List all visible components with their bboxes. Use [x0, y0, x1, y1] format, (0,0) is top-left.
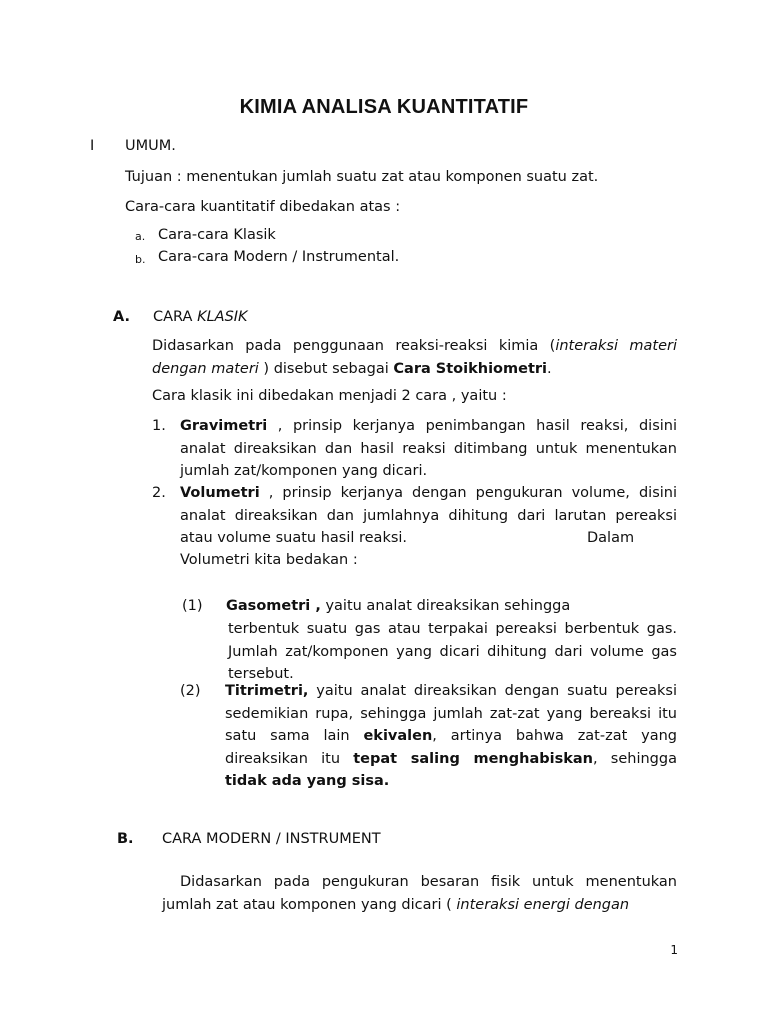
tujuan-line: Tujuan : menentukan jumlah suatu zat atau komponen suatu zat.: [125, 169, 599, 185]
section-a-letter: A.: [113, 309, 130, 325]
sublist-number: (2): [180, 683, 201, 699]
page-number: 1: [670, 943, 678, 957]
document-title: KIMIA ANALISA KUANTITATIF: [239, 96, 529, 118]
section-b-letter: B.: [117, 831, 134, 847]
volumetri-next: Volumetri kita bedakan :: [180, 552, 358, 568]
cara-intro: Cara-cara kuantitatif dibedakan atas :: [125, 199, 401, 215]
section-b-paragraph: Didasarkan pada pengukuran besaran fisik untuk menentukan jumlah zat atau komponen yang dicari ( interaksi energi dengan: [162, 874, 677, 913]
gravimetri-item: Gravimetri , prinsip kerjanya penimbangan hasil reaksi, disini analat direaksikan dan hasil reaksi ditimbang untuk menentukan jumlah zat/komponen yang dicari.: [180, 418, 677, 479]
gasometri-first: Gasometri , yaitu analat direaksikan sehingga: [226, 598, 571, 614]
list-number: 1.: [152, 418, 166, 434]
titrimetri-item: Titrimetri, yaitu analat direaksikan dengan suatu pereaksi sedemikian rupa, sehingga jumlah zat-zat yang bereaksi itu satu sama lain ekivalen, artinya bahwa zat-zat yang direaksikan itu tepat saling menghabiskan, sehingga tidak ada yang sisa.: [225, 683, 677, 789]
list-number: 2.: [152, 485, 166, 501]
list-item: Cara-cara Klasik: [158, 227, 276, 243]
volumetri-item: Volumetri , prinsip kerjanya dengan pengukuran volume, disini analat direaksikan dan jumlahnya dihitung dari larutan pereaksi atau volume suatu hasil reaksi.: [180, 485, 677, 546]
list-item: Cara-cara Modern / Instrumental.: [158, 249, 400, 265]
section-i-heading: UMUM.: [125, 138, 176, 154]
sublist-number: (1): [182, 598, 203, 614]
section-i-number: I: [90, 138, 95, 154]
cara-klasik-intro: Cara klasik ini dibedakan menjadi 2 cara , yaitu :: [152, 388, 507, 404]
list-marker: a.: [135, 230, 146, 243]
section-a-heading: CARA KLASIK: [153, 309, 248, 325]
section-a-paragraph: Didasarkan pada penggunaan reaksi-reaksi kimia (interaksi materi dengan materi ) disebut sebagai Cara Stoikhiometri.: [152, 338, 677, 377]
list-marker: b.: [135, 253, 146, 266]
gasometri-rest: terbentuk suatu gas atau terpakai pereaksi berbentuk gas. Jumlah zat/komponen yang dicari dihitung dari volume gas tersebut.: [228, 621, 677, 682]
volumetri-tail: Dalam: [587, 530, 635, 546]
section-b-heading: CARA MODERN / INSTRUMENT: [162, 831, 381, 847]
